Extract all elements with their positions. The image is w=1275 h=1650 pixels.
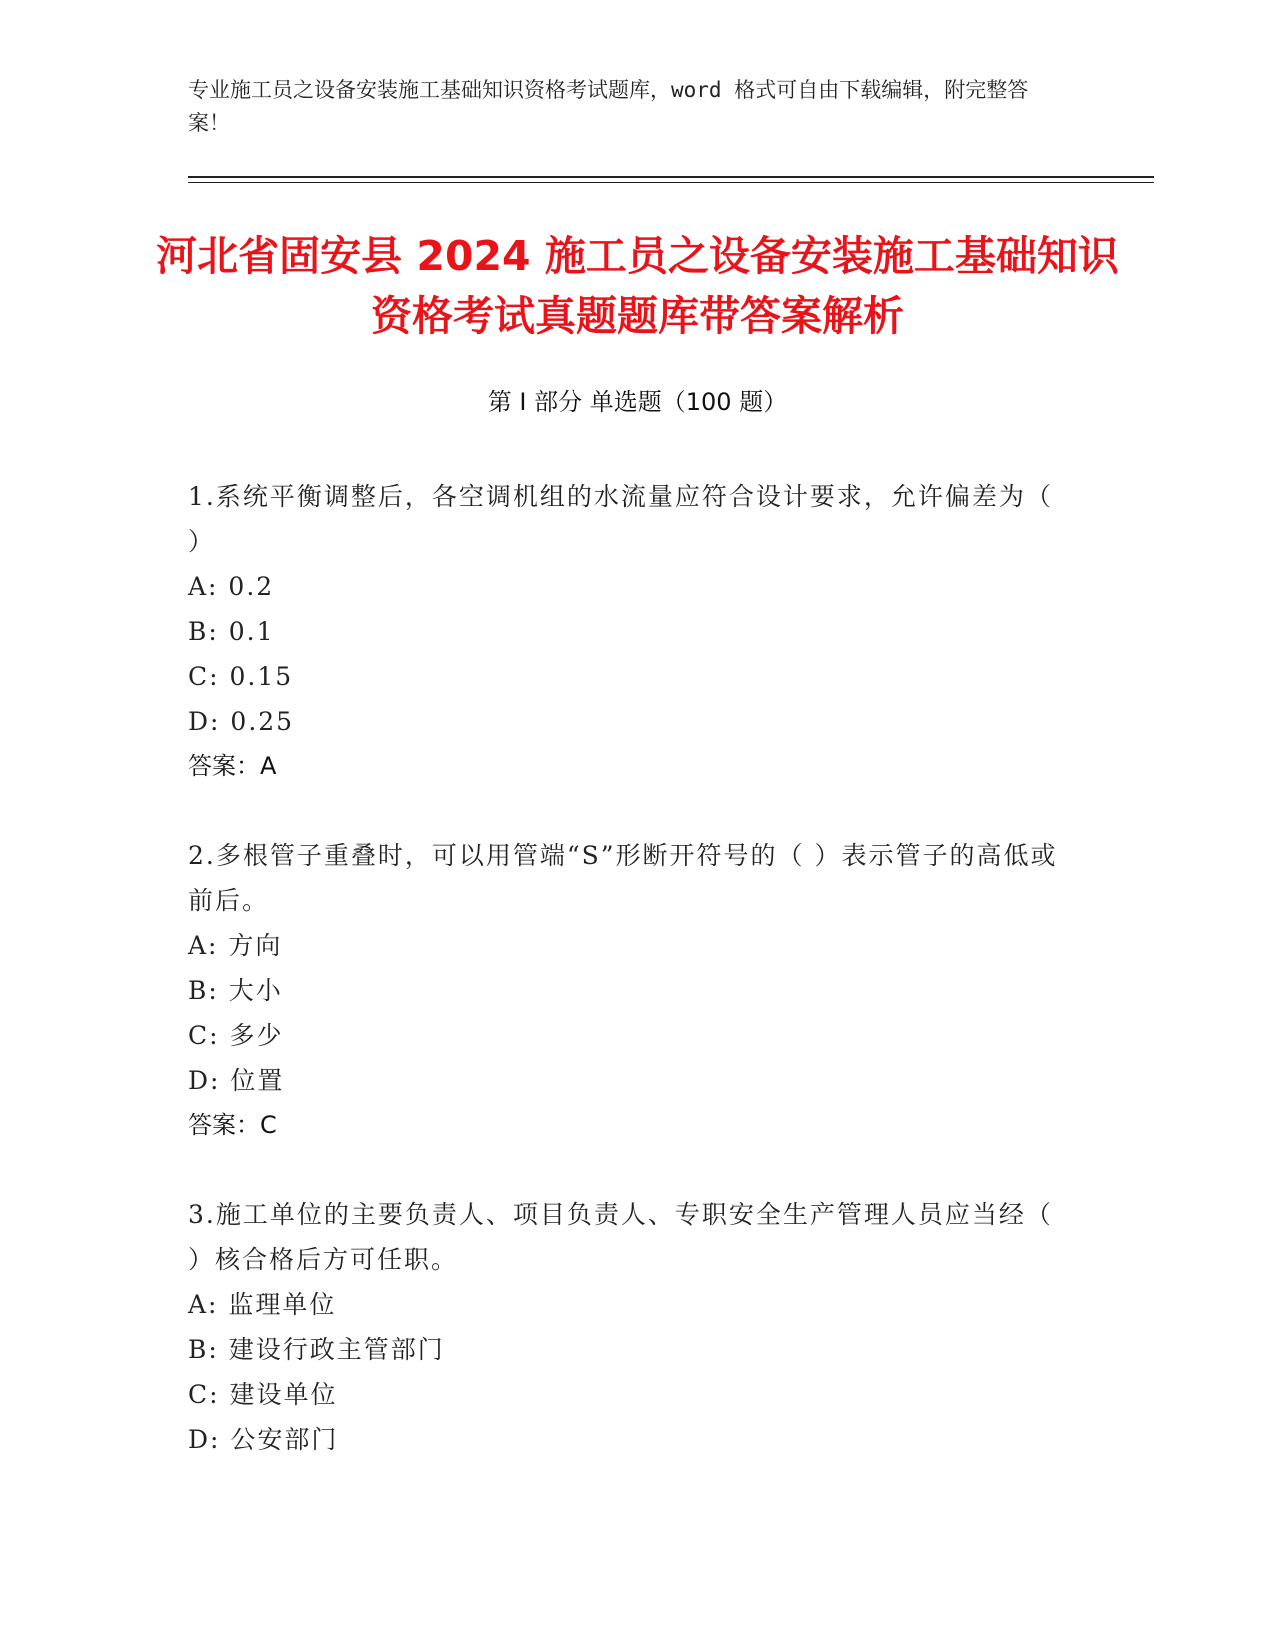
option-b: B: 大小	[188, 976, 283, 1005]
question-stem: 3.施工单位的主要负责人、项目负责人、专职安全生产管理人员应当经（ ）核合格后方可任职。	[188, 1200, 1053, 1274]
option-a: A: 方向	[188, 931, 283, 960]
option-d: D: 位置	[188, 1066, 285, 1095]
header-divider-thin	[188, 182, 1154, 183]
option-c: C: 多少	[188, 1021, 284, 1050]
header-note: 专业施工员之设备安装施工基础知识资格考试题库，word 格式可自由下载编辑，附完整答案！	[188, 78, 1029, 135]
section-title: 第 I 部分 单选题（100 题）	[487, 388, 788, 416]
question-stem: 2.多根管子重叠时，可以用管端“S”形断开符号的（ ）表示管子的高低或前后。	[188, 841, 1058, 915]
option-d: D: 公安部门	[188, 1425, 339, 1454]
option-c: C: 建设单位	[188, 1380, 338, 1409]
question-2	[188, 833, 1068, 1148]
question-3	[188, 1192, 1068, 1462]
question-stem: 1.系统平衡调整后，各空调机组的水流量应符合设计要求，允许偏差为（ ）	[188, 482, 1053, 556]
answer: 答案：C	[188, 1111, 277, 1139]
document-title: 河北省固安县 2024 施工员之设备安装施工基础知识资格考试真题题库带答案解析	[156, 232, 1119, 340]
answer: 答案：A	[188, 752, 277, 780]
question-1	[188, 474, 1068, 789]
header-divider-thick	[188, 176, 1154, 178]
option-b: B: 0.1	[188, 617, 275, 646]
question-list	[188, 474, 1068, 1506]
option-d: D: 0.25	[188, 707, 295, 736]
option-a: A: 0.2	[188, 572, 275, 601]
option-c: C: 0.15	[188, 662, 294, 691]
option-b: B: 建设行政主管部门	[188, 1335, 445, 1364]
option-a: A: 监理单位	[188, 1290, 337, 1319]
